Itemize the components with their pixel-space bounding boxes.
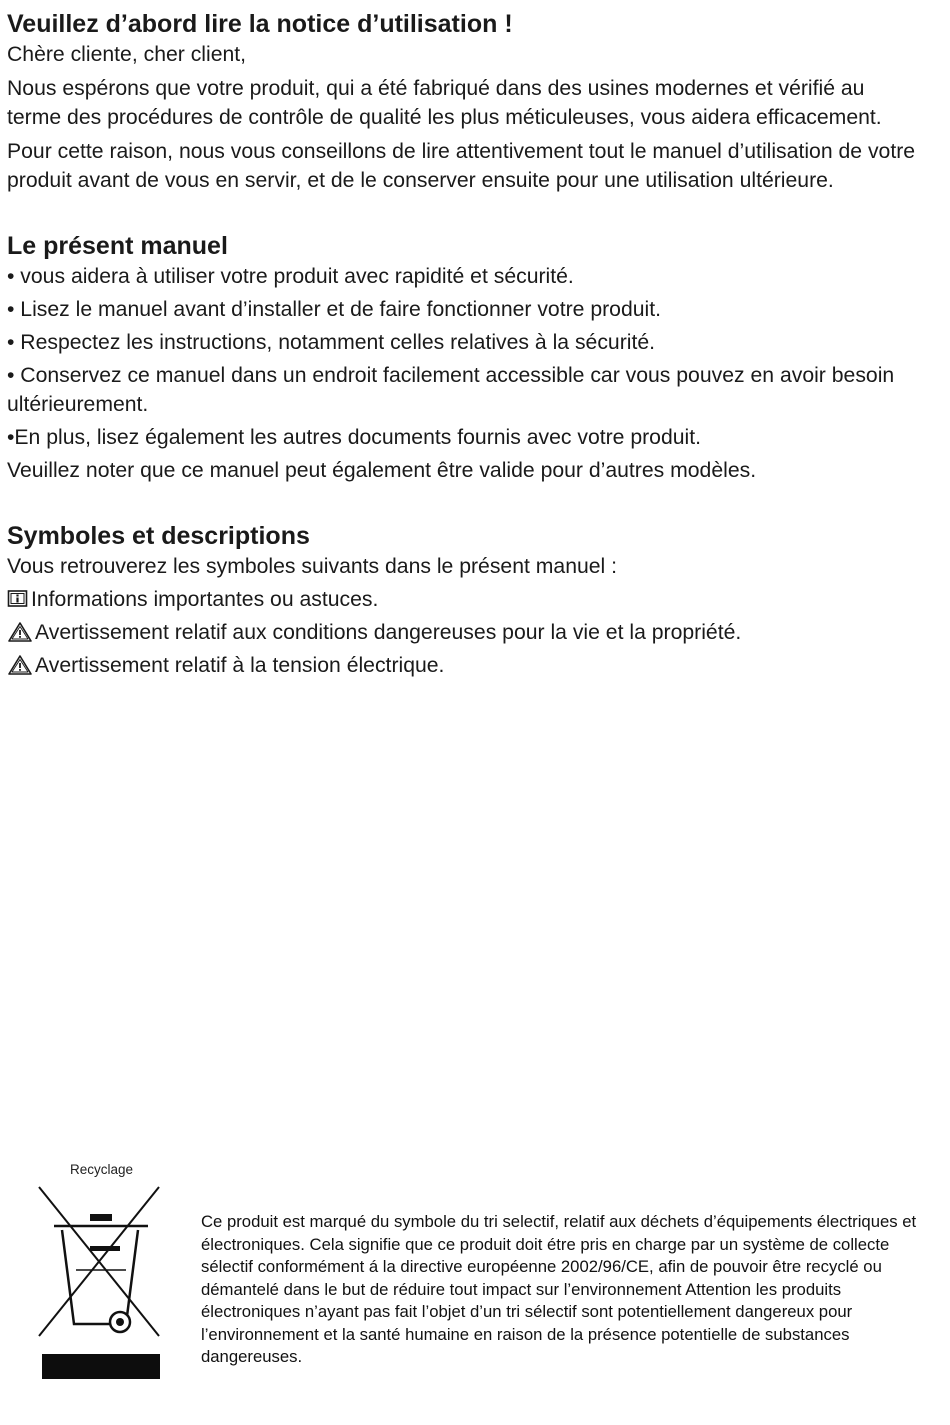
manual-note: Veuillez noter que ce manuel peut également être valide pour d’autres modèles. [7, 459, 757, 482]
list-item: • Conservez ce manuel dans un endroit facilement accessible car vous pouvez en avoir besoin ultérieurement. [7, 363, 895, 416]
symbol-row [7, 651, 922, 681]
symbol-text: Avertissement relatif aux conditions dangereuses pour la vie et la propriété. [35, 620, 742, 644]
intro-paragraph: Pour cette raison, nous vous conseillons de lire attentivement tout le manuel d’utilisation de votre produit avant de vous en servir, et de le conserver ensuite pour une utilisation ultérieure. [7, 139, 916, 192]
info-icon [7, 589, 29, 609]
warning-icon [7, 654, 33, 676]
list-item: • Lisez le manuel avant d’installer et de faire fonctionner votre produit. [7, 297, 661, 321]
symbol-row [7, 618, 922, 648]
page-title: Veuillez d’abord lire la notice d’utilisation ! [7, 10, 513, 38]
symbol-row [7, 585, 922, 615]
symbol-text: Avertissement relatif à la tension électrique. [35, 653, 445, 677]
symbol-text: Informations importantes ou astuces. [31, 587, 379, 611]
greeting: Chère cliente, cher client, [7, 43, 247, 66]
symbols-intro: Vous retrouverez les symboles suivants dans le présent manuel : [7, 554, 618, 578]
warning-icon [7, 621, 33, 643]
recycling-notice: Ce produit est marqué du symbole du tri selectif, relatif aux déchets d’équipements électriques et électroniques. Cela signifie que ce produit doit étre pris en charge par un système de collecte sélectif conformément á la directive européenne 2002/96/CE, afin de pouvoir être recyclé ou démantelé dans le but de réduire tout impact sur l’environnement Attention les produits électroniques n’ayant pas fait l’objet d’un tri sélectif sont potentiellement dangereux pour l’environnement et la santé humaine en raison de la présence potentielle de substances dangereuses. [201, 1212, 917, 1366]
manual-page [7, 8, 922, 680]
list-item: • vous aidera à utiliser votre produit avec rapidité et sécurité. [7, 264, 574, 288]
section-heading-symbols: Symboles et descriptions [7, 521, 310, 550]
section-heading-manual: Le présent manuel [7, 231, 228, 260]
list-item: • Respectez les instructions, notamment celles relatives à la sécurité. [7, 330, 656, 354]
intro-paragraph: Nous espérons que votre produit, qui a été fabriqué dans des usines modernes et vérifié au terme des procédures de contrôle de qualité les plus méticuleuses, vous aidera efficacement. [7, 76, 882, 129]
list-item: •En plus, lisez également les autres documents fournis avec votre produit. [7, 426, 702, 449]
crossed-bin-icon [36, 1184, 166, 1384]
recycling-label: Recyclage [70, 1162, 134, 1177]
